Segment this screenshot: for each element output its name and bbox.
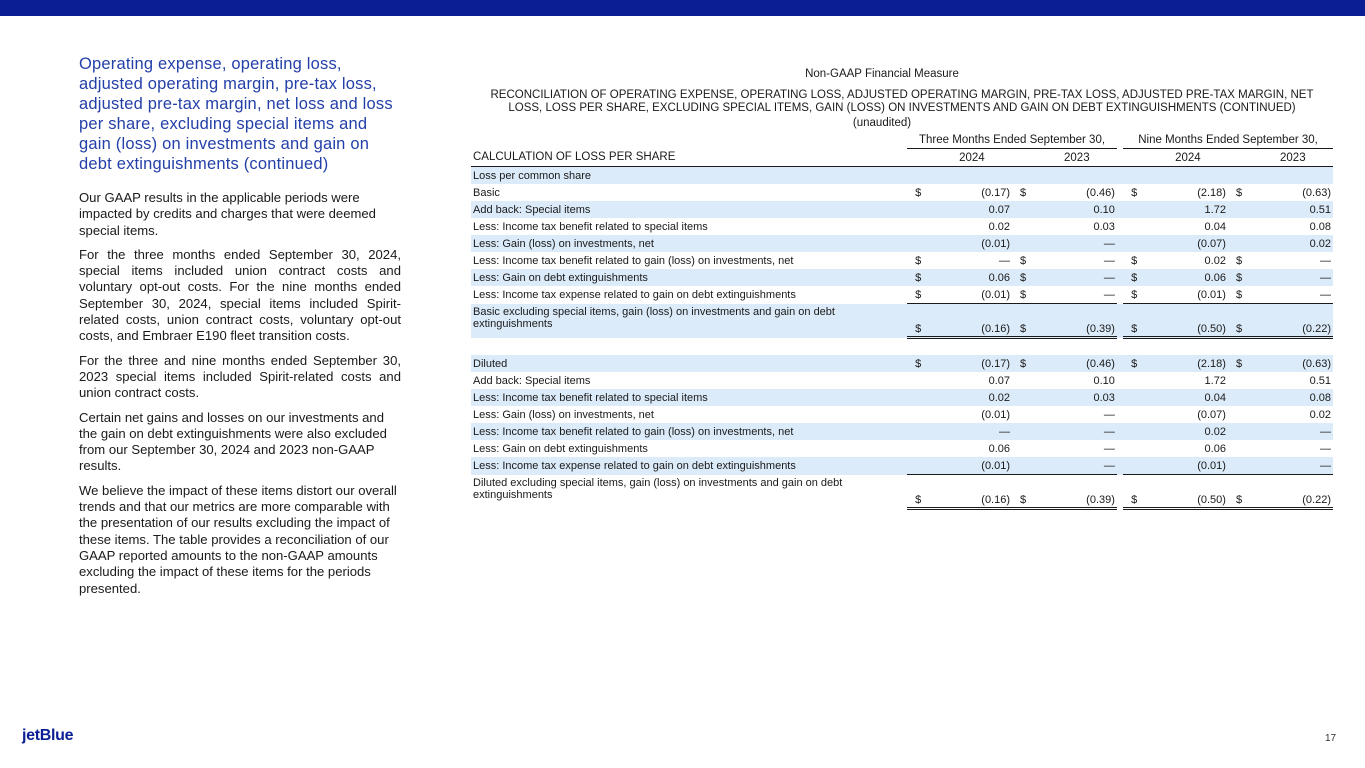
section-label: Loss per common share <box>471 167 1333 185</box>
top-brand-bar <box>0 0 1365 16</box>
currency-symbol <box>1012 218 1037 235</box>
currency-symbol <box>1012 440 1037 457</box>
calc-header: CALCULATION OF LOSS PER SHARE <box>471 149 907 167</box>
row-label: Less: Income tax benefit related to gain (loss) on investments, net <box>471 423 907 440</box>
currency-symbol: $ <box>907 304 932 338</box>
currency-symbol: $ <box>1123 355 1148 372</box>
row-label: Less: Income tax expense related to gain on debt extinguishments <box>471 457 907 475</box>
currency-symbol: $ <box>1012 304 1037 338</box>
cell-value: 0.08 <box>1253 389 1333 406</box>
jetblue-logo: jetBlue <box>22 727 74 744</box>
cell-value: 0.06 <box>932 269 1012 286</box>
currency-symbol <box>1228 201 1253 218</box>
cell-value: (0.01) <box>1148 286 1228 304</box>
cell-value: 1.72 <box>1148 201 1228 218</box>
period-nine-months: Nine Months Ended September 30, <box>1123 131 1333 149</box>
cell-value: — <box>1103 442 1115 455</box>
table-spacer-row <box>471 338 1333 356</box>
cell-value: — <box>932 423 1012 440</box>
reconciliation-title: RECONCILIATION OF OPERATING EXPENSE, OPERATING LOSS, ADJUSTED OPERATING MARGIN, PRE-TAX LOSS, ADJUSTED PRE-TAX MARGIN, NET LOSS, LOSS PER SHARE, EXCLUDING SPECIAL ITEMS, GAIN (LOSS) ON INVESTMENTS AND GAIN ON DEBT EXTINGUISHMENTS (CONTINUED) <box>490 89 1314 114</box>
row-label: Less: Income tax expense related to gain on debt extinguishments <box>473 288 796 301</box>
section-heading: Operating expense, operating loss, adjusted operating margin, pre-tax loss, adjusted pre-tax margin, net loss and loss per share, excluding special items and gain (loss) on investments and gain on debt extinguishments (continued) <box>79 55 393 173</box>
currency-symbol: $ <box>1123 475 1148 509</box>
cell-value: (0.17) <box>932 355 1012 372</box>
cell-value: — <box>1253 269 1333 286</box>
paragraph-investments: Certain net gains and losses on our investments and the gain on debt extinguishments were also excluded from our September 30, 2024 and 2023 non-GAAP results. <box>79 409 387 474</box>
table-row <box>471 218 1333 235</box>
cell-value: 0.02 <box>1148 423 1228 440</box>
currency-symbol: $ <box>1012 269 1037 286</box>
commentary-column <box>79 54 401 605</box>
currency-symbol <box>1228 423 1253 440</box>
currency-symbol <box>1228 440 1253 457</box>
cell-value: 0.08 <box>1309 220 1331 233</box>
currency-symbol: $ <box>907 355 932 372</box>
cell-value: — <box>1253 423 1333 440</box>
currency-symbol: $ <box>1123 269 1148 286</box>
currency-symbol <box>1123 457 1148 475</box>
paragraph-2024-special-items: For the three months ended September 30, 2024, special items included union contract costs and voluntary opt-out costs. For the nine months ended September 30, 2024, special items included Spirit-related costs, union contract costs, voluntary opt-out costs, and Embraer E190 fleet transition costs. <box>79 246 401 344</box>
currency-symbol <box>1228 457 1253 475</box>
cell-value: 0.02 <box>988 220 1011 233</box>
row-label: Less: Income tax benefit related to special items <box>471 389 907 406</box>
table-row <box>471 201 1333 218</box>
cell-value: 0.04 <box>1148 389 1228 406</box>
currency-symbol <box>1123 201 1148 218</box>
currency-symbol <box>1123 235 1148 252</box>
table-row <box>471 269 1333 286</box>
currency-symbol: $ <box>915 186 922 199</box>
cell-value: — <box>1103 408 1115 421</box>
cell-value: 0.10 <box>1093 374 1115 387</box>
currency-symbol: $ <box>1131 186 1138 199</box>
currency-symbol <box>1012 406 1037 423</box>
paragraph-belief: We believe the impact of these items distort our overall trends and that our metrics are more comparable with the presentation of our results excluding the impact of these items. The table provides a reconciliation of our GAAP reported amounts to the non-GAAP amounts excluding the impact of these items for the periods presented. <box>79 482 397 596</box>
cell-value: (0.46) <box>1086 186 1115 199</box>
currency-symbol <box>907 406 932 423</box>
currency-symbol <box>907 423 932 440</box>
currency-symbol <box>1228 406 1253 423</box>
currency-symbol <box>1123 389 1148 406</box>
cell-value: (0.16) <box>932 304 1012 338</box>
cell-value: — <box>1037 423 1117 440</box>
currency-symbol: $ <box>907 269 932 286</box>
currency-symbol <box>1123 406 1148 423</box>
cell-value: — <box>1320 442 1331 455</box>
cell-value: (0.39) <box>1037 475 1117 509</box>
currency-symbol: $ <box>907 286 932 304</box>
currency-symbol <box>1123 372 1148 389</box>
cell-value: 0.10 <box>1037 201 1117 218</box>
row-label: Diluted excluding special items, gain (loss) on investments and gain on debt extinguishments <box>473 476 843 501</box>
cell-value: (0.07) <box>1197 408 1226 421</box>
currency-symbol <box>907 372 932 389</box>
currency-symbol <box>907 457 932 475</box>
currency-symbol: $ <box>1235 186 1243 199</box>
cell-value: (0.17) <box>981 186 1011 199</box>
period-three-months: Three Months Ended September 30, <box>907 131 1117 149</box>
currency-symbol: $ <box>1131 254 1138 267</box>
currency-symbol: $ <box>1228 304 1253 338</box>
cell-value: 0.03 <box>1093 220 1115 233</box>
cell-value: 0.51 <box>1309 374 1331 387</box>
section-row <box>471 167 1333 185</box>
cell-value: 0.51 <box>1253 201 1333 218</box>
currency-symbol: $ <box>1235 254 1243 267</box>
year-header: 2024 <box>1148 149 1228 167</box>
currency-symbol <box>907 201 932 218</box>
currency-symbol <box>1012 372 1037 389</box>
currency-symbol: $ <box>1020 186 1027 199</box>
cell-value: (0.07) <box>1148 235 1228 252</box>
table-row <box>471 184 1333 201</box>
currency-symbol <box>1123 423 1148 440</box>
currency-symbol: $ <box>1020 254 1027 267</box>
table-row <box>471 475 1333 509</box>
table-row <box>471 235 1333 252</box>
currency-symbol: $ <box>1012 286 1037 304</box>
row-label: Add back: Special items <box>471 201 907 218</box>
currency-symbol <box>1012 457 1037 475</box>
cell-value: (0.63) <box>1302 186 1331 199</box>
cell-value: (0.01) <box>932 286 1012 304</box>
currency-symbol: $ <box>1228 475 1253 509</box>
currency-symbol <box>907 218 932 235</box>
cell-value: (0.46) <box>1037 355 1117 372</box>
cell-value: 0.06 <box>988 442 1011 455</box>
row-label: Less: Gain on debt extinguishments <box>473 442 648 455</box>
cell-value: 0.03 <box>1037 389 1117 406</box>
cell-value: (0.01) <box>932 235 1012 252</box>
table-row <box>471 252 1333 269</box>
measure-title: Non-GAAP Financial Measure <box>805 68 959 80</box>
row-label: Diluted <box>471 355 907 372</box>
cell-value: 0.04 <box>1204 220 1226 233</box>
table-row <box>471 372 1333 389</box>
cell-value: (0.22) <box>1253 304 1333 338</box>
currency-symbol <box>1228 235 1253 252</box>
table-row <box>471 457 1333 475</box>
table-row <box>471 304 1333 338</box>
row-label: Add back: Special items <box>473 374 591 387</box>
currency-symbol <box>1123 218 1148 235</box>
cell-value: 0.07 <box>932 201 1012 218</box>
page-number: 17 <box>1325 733 1337 744</box>
cell-value: (0.01) <box>932 457 1012 475</box>
currency-symbol <box>907 235 932 252</box>
cell-value: — <box>1037 286 1117 304</box>
cell-value: — <box>1253 457 1333 475</box>
cell-value: 0.06 <box>1204 442 1226 455</box>
table-row <box>471 355 1333 372</box>
cell-value: (0.50) <box>1148 304 1228 338</box>
cell-value: (0.50) <box>1148 475 1228 509</box>
table-row <box>471 286 1333 304</box>
period-header-row <box>471 131 1333 149</box>
currency-symbol <box>1012 423 1037 440</box>
loss-per-share-table <box>471 131 1333 510</box>
cell-value: — <box>1320 254 1331 267</box>
cell-value: 0.07 <box>988 374 1011 387</box>
year-header: 2023 <box>1253 149 1333 167</box>
currency-symbol: $ <box>1123 286 1148 304</box>
currency-symbol: $ <box>907 475 932 509</box>
currency-symbol: $ <box>1228 355 1253 372</box>
unaudited-label: (unaudited) <box>852 117 912 129</box>
cell-value: 0.02 <box>932 389 1012 406</box>
cell-value: (0.63) <box>1253 355 1333 372</box>
cell-value: 0.02 <box>1309 408 1331 421</box>
currency-symbol: $ <box>1012 475 1037 509</box>
reconciliation-table-section <box>471 68 1333 510</box>
table-row <box>471 389 1333 406</box>
currency-symbol <box>1228 218 1253 235</box>
currency-symbol: $ <box>1123 304 1148 338</box>
cell-value: 0.02 <box>1204 254 1226 267</box>
table-body <box>471 184 1333 509</box>
row-label: Basic excluding special items, gain (loss) on investments and gain on debt extinguishments <box>471 304 907 338</box>
currency-symbol <box>1228 389 1253 406</box>
table-row <box>471 423 1333 440</box>
cell-value: (0.16) <box>932 475 1012 509</box>
cell-value: (0.01) <box>981 408 1011 421</box>
cell-value: (0.01) <box>1148 457 1228 475</box>
currency-symbol: $ <box>1012 355 1037 372</box>
currency-symbol <box>907 389 932 406</box>
year-header: 2024 <box>932 149 1012 167</box>
cell-value: 0.06 <box>1148 269 1228 286</box>
currency-symbol <box>1123 440 1148 457</box>
cell-value: (2.18) <box>1197 186 1226 199</box>
table-row <box>471 440 1333 457</box>
cell-value: (2.18) <box>1148 355 1228 372</box>
row-label: Basic <box>473 186 500 199</box>
cell-value: — <box>1253 286 1333 304</box>
cell-value: — <box>1037 269 1117 286</box>
cell-value: (0.22) <box>1253 475 1333 509</box>
currency-symbol: $ <box>1228 269 1253 286</box>
table-row <box>471 406 1333 423</box>
currency-symbol <box>907 440 932 457</box>
currency-symbol <box>1012 201 1037 218</box>
cell-value: 0.02 <box>1253 235 1333 252</box>
cell-value: — <box>1037 235 1117 252</box>
row-label: Less: Income tax benefit related to gain (loss) on investments, net <box>473 254 794 267</box>
cell-value: — <box>1103 254 1115 267</box>
paragraph-gaap-results: Our GAAP results in the applicable periods were impacted by credits and charges that were deemed special items. <box>79 190 376 238</box>
row-label: Less: Gain (loss) on investments, net <box>473 408 654 421</box>
currency-symbol: $ <box>1228 286 1253 304</box>
currency-symbol: $ <box>915 254 922 267</box>
year-header-row <box>471 149 1333 167</box>
cell-value: — <box>999 254 1011 267</box>
currency-symbol <box>1228 372 1253 389</box>
year-header: 2023 <box>1037 149 1117 167</box>
currency-symbol <box>1012 389 1037 406</box>
cell-value: 1.72 <box>1204 374 1226 387</box>
paragraph-2023-special-items: For the three and nine months ended September 30, 2023 special items included Spirit-related costs and union contract costs. <box>79 352 401 401</box>
row-label: Less: Gain (loss) on investments, net <box>471 235 907 252</box>
currency-symbol <box>1012 235 1037 252</box>
row-label: Less: Income tax benefit related to special items <box>473 220 708 233</box>
row-label: Less: Gain on debt extinguishments <box>471 269 907 286</box>
cell-value: — <box>1037 457 1117 475</box>
cell-value: (0.39) <box>1037 304 1117 338</box>
